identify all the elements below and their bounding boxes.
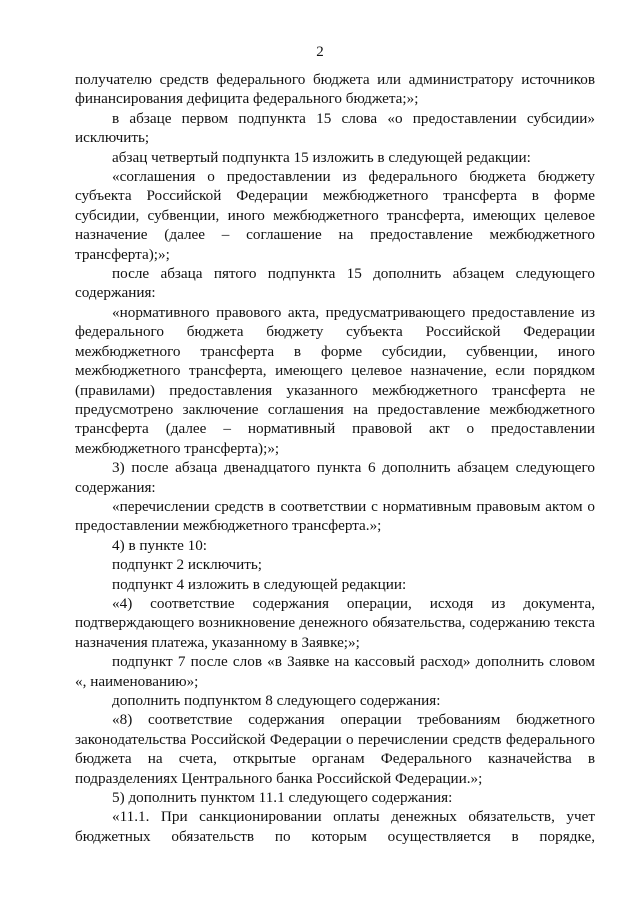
paragraph: в абзаце первом подпункта 15 слова «о предоставлении субсидии» исключить;: [75, 109, 595, 147]
document-body: [75, 70, 595, 846]
paragraph: 4) в пункте 10:: [112, 536, 208, 554]
paragraph: «нормативного правового акта, предусматривающего предоставление из федерального бюджета бюджету субъекта Российской Федерации межбюджетного трансферта в форме субсидии, субвенции, иного межбюджетного трансферта, имеющего целевое назначение, если порядком (правилами) предоставления указанного межбюджетного трансферта не предусмотрено заключение соглашения на предоставление межбюджетного трансферта (далее – нормативный правовой акт о предоставлении межбюджетного трансферта);»;: [75, 303, 595, 457]
paragraph: «перечислении средств в соответствии с нормативным правовым актом о предоставлении межбюджетного трансферта.»;: [75, 497, 595, 535]
paragraph: «11.1. При санкционировании оплаты денежных обязательств, учет бюджетных обязательств по которым осуществляется в порядке,: [75, 808, 595, 845]
paragraph: получателю средств федерального бюджета или администратору источников финансирования дефицита федерального бюджета;»;: [75, 71, 595, 108]
paragraph: 5) дополнить пунктом 11.1 следующего содержания:: [112, 789, 453, 807]
paragraph: подпункт 7 после слов «в Заявке на кассовый расход» дополнить словом «, наименованию»;: [75, 653, 595, 690]
paragraph: подпункт 2 исключить;: [112, 556, 263, 574]
paragraph: «соглашения о предоставлении из федерального бюджета бюджету субъекта Российской Федерации межбюджетного трансферта в форме субсидии, субвенции, иного межбюджетного трансферта, имеющих целевое назначение (далее – соглашение на предоставление межбюджетного трансферта);»;: [75, 168, 595, 263]
paragraph: «8) соответствие содержания операции требованиям бюджетного законодательства Российской Федерации о перечислении средств федерального бюджета на счета, открытые органам Федерального казначейства в подразделениях Центрального банка Российской Федерации.»;: [75, 711, 595, 787]
paragraph: дополнить подпунктом 8 следующего содержания:: [112, 692, 441, 709]
page-number: 2: [316, 44, 324, 60]
paragraph: 3) после абзаца двенадцатого пункта 6 дополнить абзацем следующего содержания:: [75, 459, 595, 496]
paragraph: подпункт 4 изложить в следующей редакции:: [112, 575, 407, 593]
paragraph: «4) соответствие содержания операции, исходя из документа, подтверждающего возникновение денежного обязательства, содержанию текста назначения платежа, указанному в Заявке;»;: [75, 594, 595, 651]
paragraph: после абзаца пятого подпункта 15 дополнить абзацем следующего содержания:: [75, 265, 595, 302]
paragraph: абзац четвертый подпункта 15 изложить в следующей редакции:: [112, 148, 531, 166]
